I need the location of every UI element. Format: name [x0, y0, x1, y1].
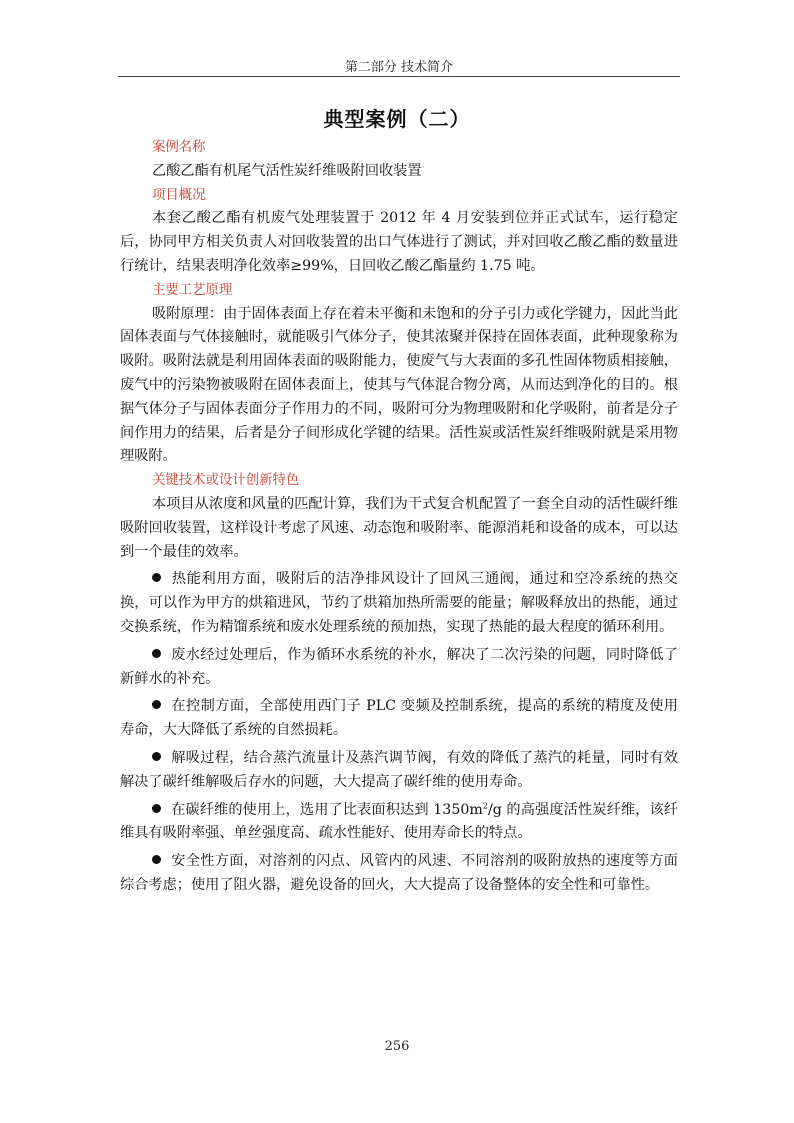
bullet-dot-icon	[152, 855, 161, 864]
innovation-heading: 关键技术或设计创新特色	[152, 473, 300, 489]
article-body	[120, 136, 678, 898]
overview-paragraph: 本套乙酸乙酯有机废气处理装置于 2012 年 4 月安装到位并正式试车，运行稳定后，协同甲方相关负责人对回收装置的出口气体进行了测试，并对回收乙酸乙酯的数量进行统计，结果表明净化效率≥99%，日回收乙酸乙酯量约 1.75 吨。	[120, 210, 678, 274]
bullet-text: 在控制方面，全部使用西门子 PLC 变频及控制系统，提高的系统的精度及使用寿命，大大降低了系统的自然损耗。	[120, 698, 678, 739]
bullet-text: 安全性方面，对溶剂的闪点、风管内的风速、不同溶剂的吸附放热的速度等方面综合考虑；使用了阻火器，避免设备的回火，大大提高了设备整体的安全性和可靠性。	[120, 853, 678, 893]
page-number: 256	[384, 1039, 410, 1054]
overview-heading: 项目概况	[152, 187, 206, 203]
page-title: 典型案例（二）	[323, 107, 471, 131]
innovation-paragraph: 本项目从浓度和风量的匹配计算，我们为干式复合机配置了一套全自动的活性碳纤维吸附回收装置，这样设计考虑了风速、动态饱和吸附率、能源消耗和设备的成本，可以达到一个最佳的效率。	[120, 495, 678, 560]
bullet-item	[120, 695, 678, 743]
bullet-text: 废水经过处理后，作为循环水系统的补水，解决了二次污染的问题，同时降低了新鲜水的补充。	[120, 646, 678, 687]
principle-heading: 主要工艺原理	[152, 282, 233, 298]
bullet-item	[120, 747, 678, 795]
bullet-dot-icon	[152, 573, 161, 582]
case-name-heading: 案例名称	[152, 140, 206, 155]
header-rule	[118, 76, 680, 77]
bullet-item	[120, 850, 678, 898]
bullet-text: 热能利用方面，吸附后的洁净排风设计了回风三通阀，通过和空冷系统的热交换，可以作为甲方的烘箱进风，节约了烘箱加热所需要的能量；解吸释放出的热能，通过交换系统，作为精馏系统和废水处理系统的预加热，实现了热能的最大程度的循环利用。	[120, 571, 678, 635]
running-header: 第二部分 技术简介	[344, 60, 454, 75]
bullet-dot-icon	[152, 649, 161, 658]
bullet-text-pre: 在碳纤维的使用上，选用了比表面积达到 1350m	[171, 801, 483, 818]
superscript: 2	[482, 800, 488, 810]
bullet-item	[120, 799, 678, 847]
principle-paragraph: 吸附原理：由于固体表面上存在着未平衡和未饱和的分子引力或化学键力，因此当此固体表面与气体接触时，就能吸引气体分子，使其浓聚并保持在固体表面，此种现象称为吸附。吸附法就是利用固体表面的吸附能力，使废气与大表面的多孔性固体物质相接触，废气中的污染物被吸附在固体表面上，使其与气体混合物分离，从而达到净化的目的。根据气体分子与固体表面分子作用力的不同，吸附可分为物理吸附和化学吸附，前者是分子间作用力的结果，后者是分子间形成化学键的结果。活性炭或活性炭纤维吸附就是采用物理吸附。	[120, 305, 678, 465]
bullet-dot-icon	[152, 804, 161, 813]
bullet-item	[120, 568, 678, 639]
bullet-dot-icon	[152, 700, 161, 709]
bullet-dot-icon	[152, 752, 161, 761]
bullet-item	[120, 644, 678, 692]
bullet-text: 解吸过程，结合蒸汽流量计及蒸汽调节阀，有效的降低了蒸汽的耗量，同时有效解决了碳纤维解吸后存水的问题，大大提高了碳纤维的使用寿命。	[120, 749, 678, 790]
case-name-text: 乙酸乙酯有机尾气活性炭纤维吸附回收装置	[152, 162, 422, 179]
bullet-text-post: /g 的高强度活性炭纤维，该纤维具有吸附率强、单丝强度高、疏水性能好、使用寿命长的特点。	[120, 801, 678, 842]
